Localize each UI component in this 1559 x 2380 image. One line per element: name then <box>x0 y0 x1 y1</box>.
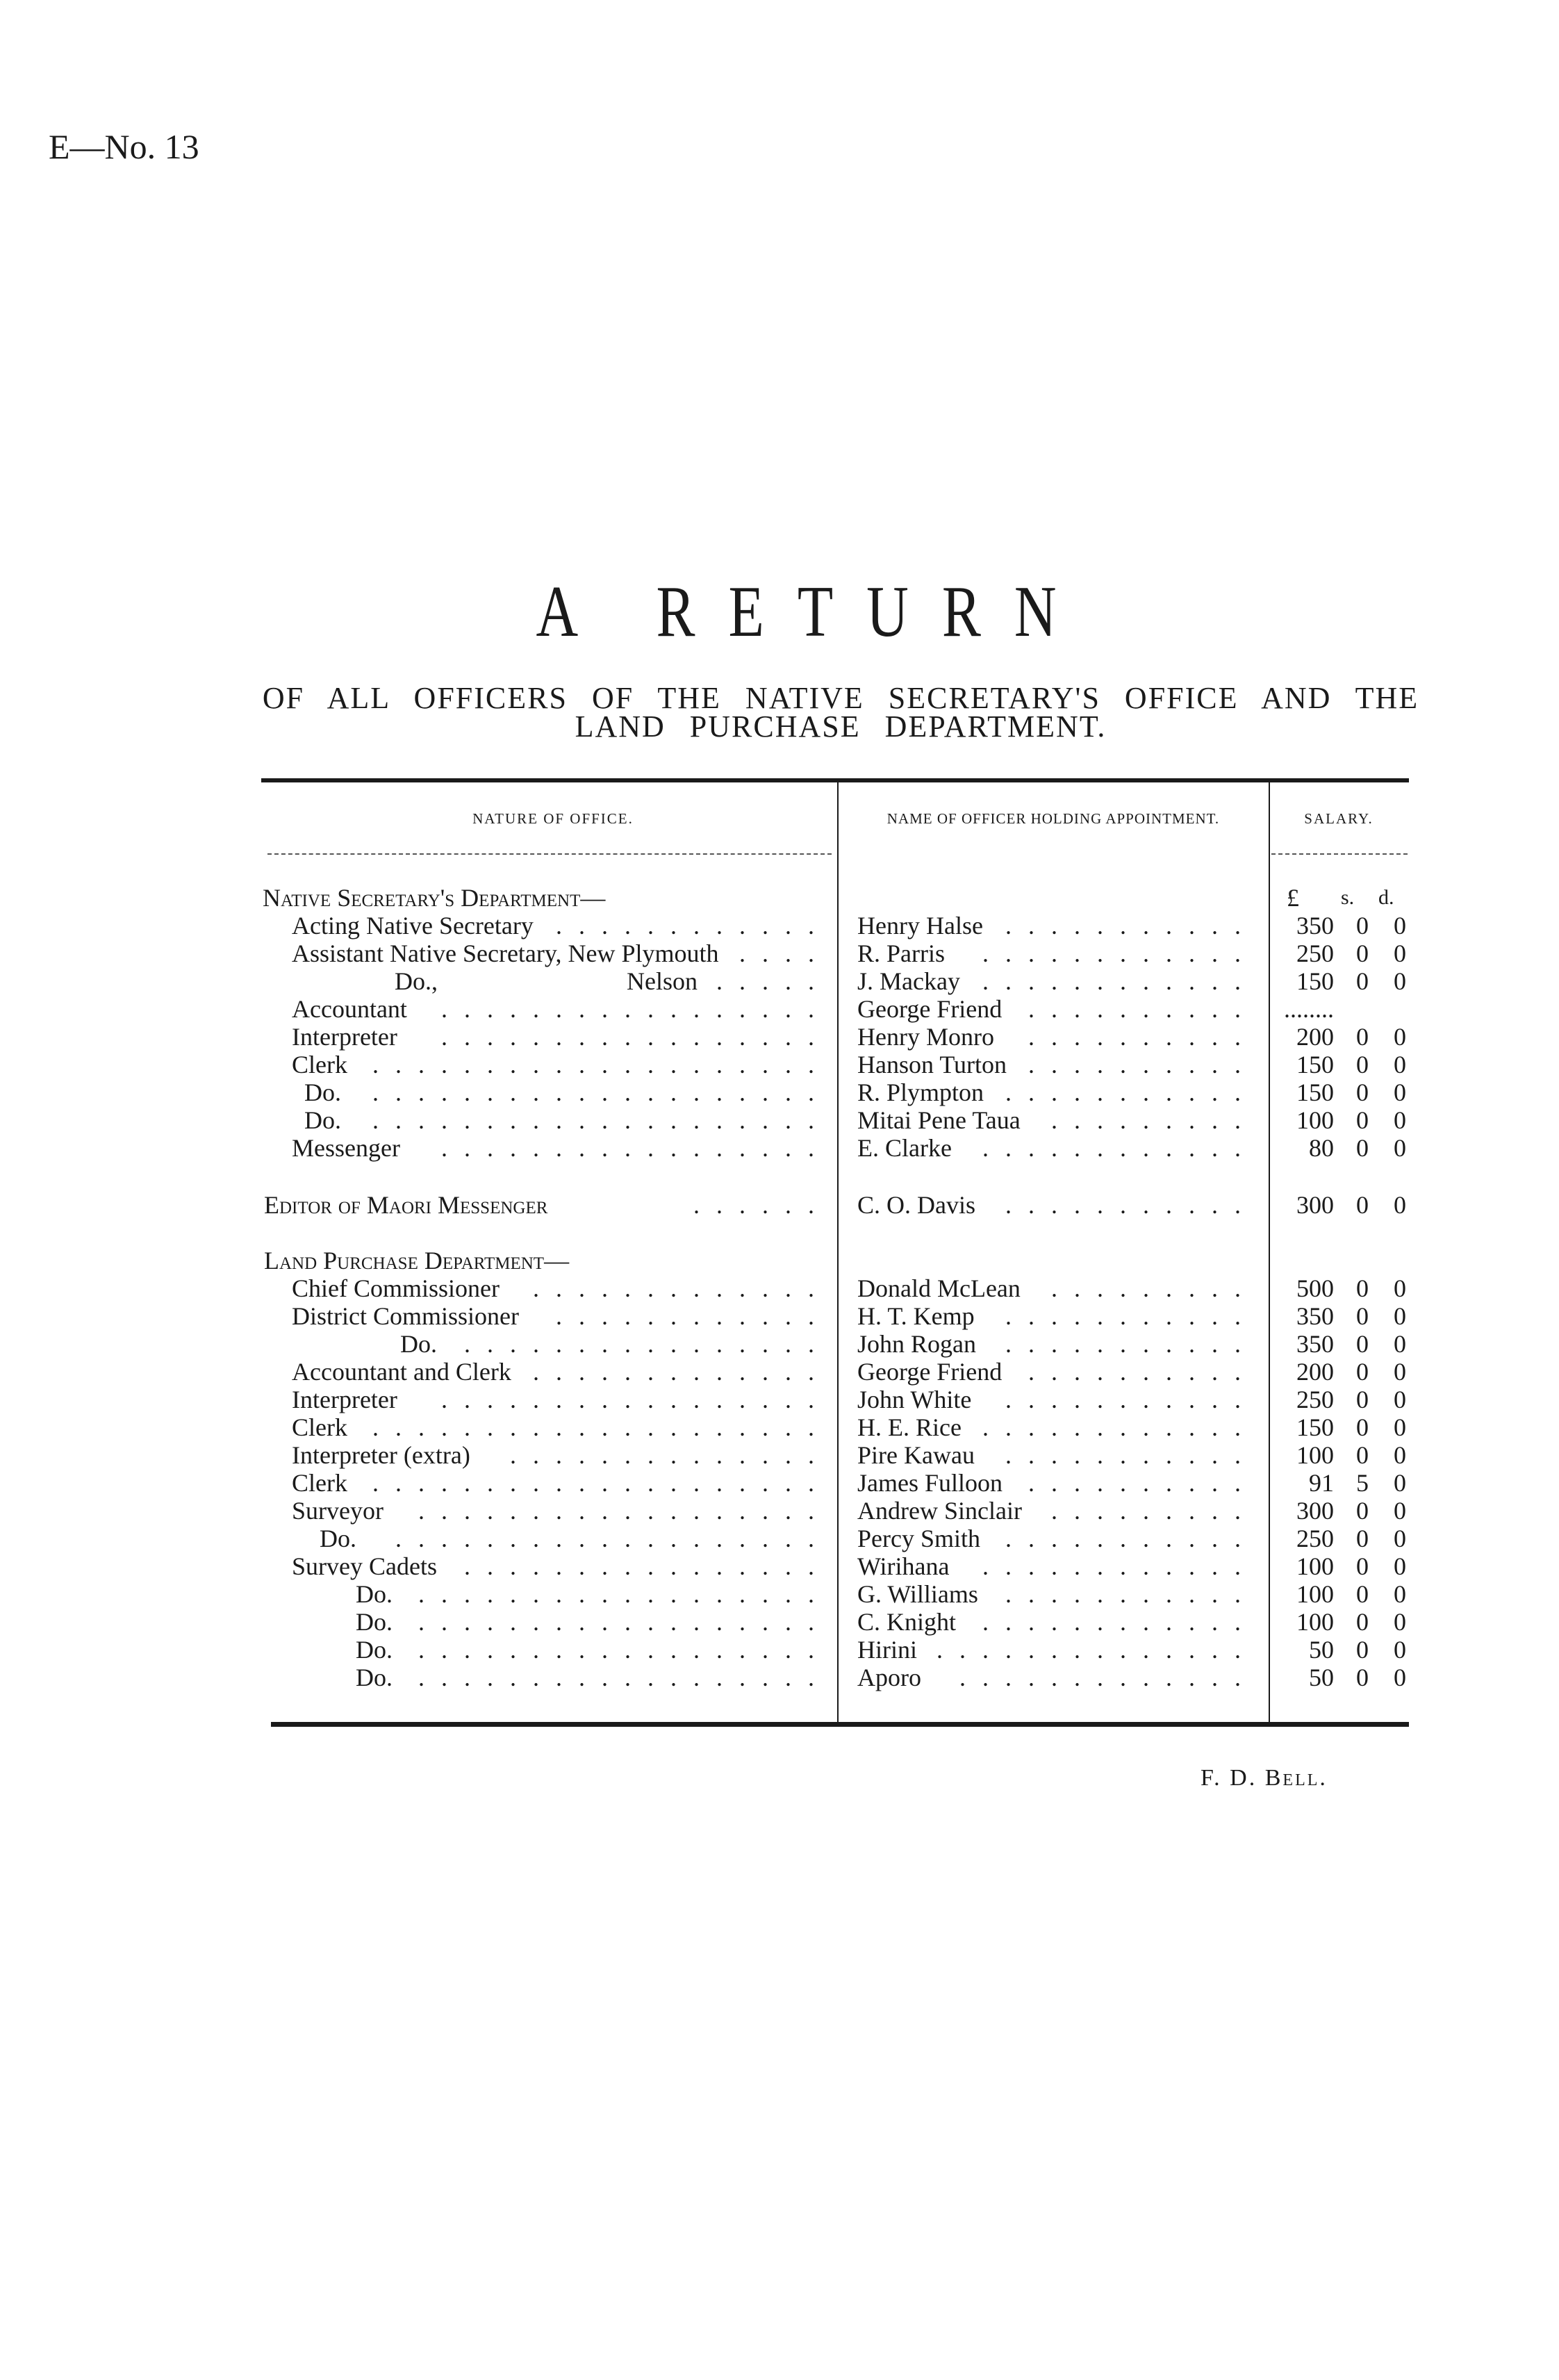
officer-name-cell: C. O. Davis <box>857 1191 975 1219</box>
header-dashed-rule <box>267 853 832 855</box>
salary-shillings: 0 <box>1356 1636 1369 1664</box>
officer-name-cell: H. E. Rice <box>857 1413 962 1441</box>
salary-pounds: 300 <box>1296 1191 1334 1219</box>
office-cell-place: Nelson <box>627 967 698 995</box>
officer-name-cell: H. T. Kemp <box>857 1302 975 1330</box>
salary-pounds: 150 <box>1296 1078 1334 1106</box>
office-cell: Chief Commissioner <box>292 1274 500 1302</box>
document-subtitle <box>257 681 1424 744</box>
salary-pence: 0 <box>1394 1386 1406 1413</box>
leader-dots: .......... <box>1028 1469 1257 1497</box>
leader-dots: ............ <box>556 1302 831 1330</box>
office-cell: Interpreter <box>292 1386 397 1413</box>
salary-shillings: 0 <box>1356 1525 1369 1552</box>
salary-shillings: 0 <box>1356 1134 1369 1162</box>
header-dashed-rule-salary <box>1271 853 1408 855</box>
leader-dots: .................. <box>418 1580 831 1608</box>
leader-dots: ........... <box>1005 1441 1257 1469</box>
salary-pounds: 200 <box>1296 1358 1334 1386</box>
leader-dots: ................ <box>464 1330 831 1358</box>
salary-pence: 0 <box>1394 1078 1406 1106</box>
salary-shillings: 0 <box>1356 1664 1369 1691</box>
office-cell: Clerk <box>292 1051 347 1078</box>
leader-dots: ........... <box>1005 1580 1257 1608</box>
leader-dots: ................. <box>441 995 831 1023</box>
section-native-secretary: Native Secretary's Department— <box>263 884 606 912</box>
office-cell: Accountant and Clerk <box>292 1358 511 1386</box>
salary-pence: 0 <box>1394 1580 1406 1608</box>
officer-name-cell: Andrew Sinclair <box>857 1497 1022 1525</box>
office-cell: Messenger <box>292 1134 400 1162</box>
leader-dots: ...... <box>693 1191 831 1219</box>
office-cell: District Commissioner <box>292 1302 519 1330</box>
leader-dots: .......... <box>1028 1023 1257 1051</box>
leader-dots: ........... <box>1005 1078 1257 1106</box>
salary-shillings: 0 <box>1356 1413 1369 1441</box>
leader-dots: .............. <box>937 1636 1257 1664</box>
currency-pence: d. <box>1378 886 1394 909</box>
office-cell: Do. <box>356 1664 393 1691</box>
leader-dots: .............. <box>510 1441 831 1469</box>
leader-dots: .................... <box>372 1051 831 1078</box>
salary-shillings: 0 <box>1356 1497 1369 1525</box>
leader-dots: ............. <box>959 1664 1257 1691</box>
leader-dots: ................... <box>395 1525 831 1552</box>
office-cell: Do. <box>400 1330 437 1358</box>
salary-pence: 0 <box>1394 967 1406 995</box>
document-title: A RETURN <box>536 571 1090 653</box>
signature <box>1201 1765 1328 1791</box>
salary-pence: 0 <box>1394 1413 1406 1441</box>
leader-dots: ............. <box>533 1358 831 1386</box>
leader-dots: ............ <box>982 967 1257 995</box>
office-cell: Accountant <box>292 995 407 1023</box>
office-cell: Do., <box>395 967 438 995</box>
salary-shillings: 5 <box>1356 1469 1369 1497</box>
salary-pence: 0 <box>1394 1191 1406 1219</box>
salary-pounds: 350 <box>1296 1302 1334 1330</box>
salary-shillings: 0 <box>1356 1302 1369 1330</box>
leader-dots: ................. <box>441 1386 831 1413</box>
salary-pounds: 50 <box>1309 1664 1334 1691</box>
page-reference: E—No. 13 <box>49 127 199 166</box>
office-cell: Survey Cadets <box>292 1552 437 1580</box>
leader-dots: .................... <box>372 1469 831 1497</box>
office-cell: Clerk <box>292 1413 347 1441</box>
leader-dots: ......... <box>1051 1497 1257 1525</box>
leader-dots: .................. <box>418 1636 831 1664</box>
officer-name-cell: R. Plympton <box>857 1078 984 1106</box>
leader-dots: ................. <box>441 1134 831 1162</box>
leader-dots: .......... <box>1028 995 1257 1023</box>
leader-dots: ............ <box>982 1134 1257 1162</box>
subtitle-line-2: LAND PURCHASE DEPARTMENT. <box>575 709 1107 744</box>
salary-pounds: 200 <box>1296 1023 1334 1051</box>
salary-pounds: 100 <box>1296 1608 1334 1636</box>
table-bottom-rule <box>271 1722 1409 1727</box>
section-land-purchase: Land Purchase Department— <box>264 1247 570 1274</box>
leader-dots: ............ <box>982 939 1257 967</box>
officer-name-cell: Hanson Turton <box>857 1051 1007 1078</box>
section-editor-maori-messenger: Editor of Maori Messenger <box>264 1191 548 1219</box>
office-cell: Do. <box>356 1636 393 1664</box>
column-header-salary: SALARY. <box>1304 810 1374 827</box>
column-divider-name-salary <box>1269 782 1270 1722</box>
officer-name-cell: Hirini <box>857 1636 917 1664</box>
leader-dots: .................... <box>372 1078 831 1106</box>
column-divider-office-name <box>837 782 839 1722</box>
leader-dots: .......... <box>1028 1358 1257 1386</box>
office-cell: Do. <box>304 1078 341 1106</box>
salary-pounds: 300 <box>1296 1497 1334 1525</box>
officer-name-cell: George Friend <box>857 1358 1003 1386</box>
column-header-office: NATURE OF OFFICE. <box>472 810 634 827</box>
officer-name-cell: C. Knight <box>857 1608 957 1636</box>
salary-pence: 0 <box>1394 1441 1406 1469</box>
office-cell: Interpreter (extra) <box>292 1441 470 1469</box>
office-cell: Do. <box>356 1608 393 1636</box>
salary-pounds: 250 <box>1296 939 1334 967</box>
leader-dots: ............ <box>556 912 831 939</box>
salary-pounds: 150 <box>1296 967 1334 995</box>
salary-pounds: 100 <box>1296 1441 1334 1469</box>
salary-pence: 0 <box>1394 1525 1406 1552</box>
salary-pence: 0 <box>1394 1106 1406 1134</box>
salary-pounds: 100 <box>1296 1580 1334 1608</box>
office-cell: Surveyor <box>292 1497 383 1525</box>
salary-pounds: 250 <box>1296 1525 1334 1552</box>
salary-pounds: 150 <box>1296 1051 1334 1078</box>
officer-name-cell: Aporo <box>857 1664 921 1691</box>
table-top-rule <box>261 778 1409 782</box>
leader-dots: ......... <box>1051 1274 1257 1302</box>
salary-pence: 0 <box>1394 1330 1406 1358</box>
office-cell: Do. <box>320 1525 356 1552</box>
currency-pounds: £ <box>1287 884 1299 912</box>
salary-shillings: 0 <box>1356 1051 1369 1078</box>
office-cell: Interpreter <box>292 1023 397 1051</box>
office-cell: Assistant Native Secretary, New Plymouth <box>292 939 719 967</box>
leader-dots: .................. <box>418 1497 831 1525</box>
salary-pounds: 100 <box>1296 1106 1334 1134</box>
salary-pounds: 100 <box>1296 1552 1334 1580</box>
salary-pounds: 150 <box>1296 1413 1334 1441</box>
leader-dots: ......... <box>1051 1106 1257 1134</box>
salary-pence: 0 <box>1394 939 1406 967</box>
salary-pounds: 80 <box>1309 1134 1334 1162</box>
office-cell: Clerk <box>292 1469 347 1497</box>
officer-name-cell: E. Clarke <box>857 1134 952 1162</box>
salary-pence: 0 <box>1394 1497 1406 1525</box>
officer-name-cell: Pire Kawau <box>857 1441 975 1469</box>
leader-dots: .......... <box>1028 1051 1257 1078</box>
salary-pounds: 350 <box>1296 1330 1334 1358</box>
salary-shillings: 0 <box>1356 1023 1369 1051</box>
salary-pence: 0 <box>1394 1608 1406 1636</box>
salary-pence: 0 <box>1394 1358 1406 1386</box>
salary-shillings: 0 <box>1356 1078 1369 1106</box>
salary-shillings: 0 <box>1356 1191 1369 1219</box>
officer-name-cell: J. Mackay <box>857 967 960 995</box>
salary-shillings: 0 <box>1356 1274 1369 1302</box>
salary-shillings: 0 <box>1356 1552 1369 1580</box>
leader-dots: .... <box>739 939 831 967</box>
officer-name-cell: Mitai Pene Taua <box>857 1106 1021 1134</box>
salary-shillings: 0 <box>1356 1106 1369 1134</box>
salary-shillings: 0 <box>1356 1608 1369 1636</box>
salary-shillings: 0 <box>1356 1358 1369 1386</box>
salary-pence: 0 <box>1394 1274 1406 1302</box>
leader-dots: ................ <box>464 1552 831 1580</box>
leader-dots: ........... <box>1005 912 1257 939</box>
leader-dots: ............ <box>982 1608 1257 1636</box>
column-header-name: NAME OF OFFICER HOLDING APPOINTMENT. <box>886 810 1220 827</box>
officer-name-cell: John Rogan <box>857 1330 976 1358</box>
salary-pence: 0 <box>1394 1636 1406 1664</box>
office-cell: Do. <box>304 1106 341 1134</box>
salary-pounds: 500 <box>1296 1274 1334 1302</box>
office-cell: Acting Native Secretary <box>292 912 534 939</box>
signature-surname: Bell. <box>1264 1765 1328 1791</box>
salary-pence: 0 <box>1394 1552 1406 1580</box>
salary-shillings: 0 <box>1356 912 1369 939</box>
leader-dots: .................. <box>418 1664 831 1691</box>
leader-dots: .................... <box>372 1106 831 1134</box>
officer-name-cell: G. Williams <box>857 1580 978 1608</box>
signature-initials: F. D. <box>1201 1765 1257 1791</box>
salary-pounds: ........ <box>1284 995 1334 1023</box>
salary-shillings: 0 <box>1356 967 1369 995</box>
officer-name-cell: Donald McLean <box>857 1274 1021 1302</box>
leader-dots: ............ <box>982 1413 1257 1441</box>
salary-shillings: 0 <box>1356 1386 1369 1413</box>
officer-name-cell: Wirihana <box>857 1552 950 1580</box>
leader-dots: .................. <box>418 1608 831 1636</box>
officer-name-cell: George Friend <box>857 995 1003 1023</box>
salary-pence: 0 <box>1394 1134 1406 1162</box>
leader-dots: ..... <box>716 967 831 995</box>
salary-pence: 0 <box>1394 1051 1406 1078</box>
officer-name-cell: John White <box>857 1386 972 1413</box>
leader-dots: ........... <box>1005 1302 1257 1330</box>
salary-pounds: 250 <box>1296 1386 1334 1413</box>
officer-name-cell: Percy Smith <box>857 1525 980 1552</box>
leader-dots: ........... <box>1005 1525 1257 1552</box>
currency-shillings: s. <box>1341 886 1355 909</box>
leader-dots: ........... <box>1005 1330 1257 1358</box>
salary-pence: 0 <box>1394 1302 1406 1330</box>
salary-pounds: 91 <box>1309 1469 1334 1497</box>
officer-name-cell: Henry Halse <box>857 912 983 939</box>
leader-dots: .................... <box>372 1413 831 1441</box>
officer-name-cell: Henry Monro <box>857 1023 994 1051</box>
leader-dots: ............ <box>982 1552 1257 1580</box>
subtitle-line-1: OF ALL OFFICERS OF THE NATIVE SECRETARY'S OFFICE AND THE <box>262 681 1419 715</box>
salary-pence: 0 <box>1394 912 1406 939</box>
salary-pounds: 50 <box>1309 1636 1334 1664</box>
salary-pence: 0 <box>1394 1023 1406 1051</box>
office-cell: Do. <box>356 1580 393 1608</box>
salary-shillings: 0 <box>1356 1330 1369 1358</box>
officer-name-cell: James Fulloon <box>857 1469 1003 1497</box>
salary-shillings: 0 <box>1356 939 1369 967</box>
leader-dots: ........... <box>1005 1386 1257 1413</box>
leader-dots: ........... <box>1005 1191 1257 1219</box>
salary-shillings: 0 <box>1356 1441 1369 1469</box>
salary-shillings: 0 <box>1356 1580 1369 1608</box>
salary-pence: 0 <box>1394 1664 1406 1691</box>
salary-pence: 0 <box>1394 1469 1406 1497</box>
leader-dots: ............. <box>533 1274 831 1302</box>
officer-name-cell: R. Parris <box>857 939 945 967</box>
salary-pounds: 350 <box>1296 912 1334 939</box>
leader-dots: ................. <box>441 1023 831 1051</box>
